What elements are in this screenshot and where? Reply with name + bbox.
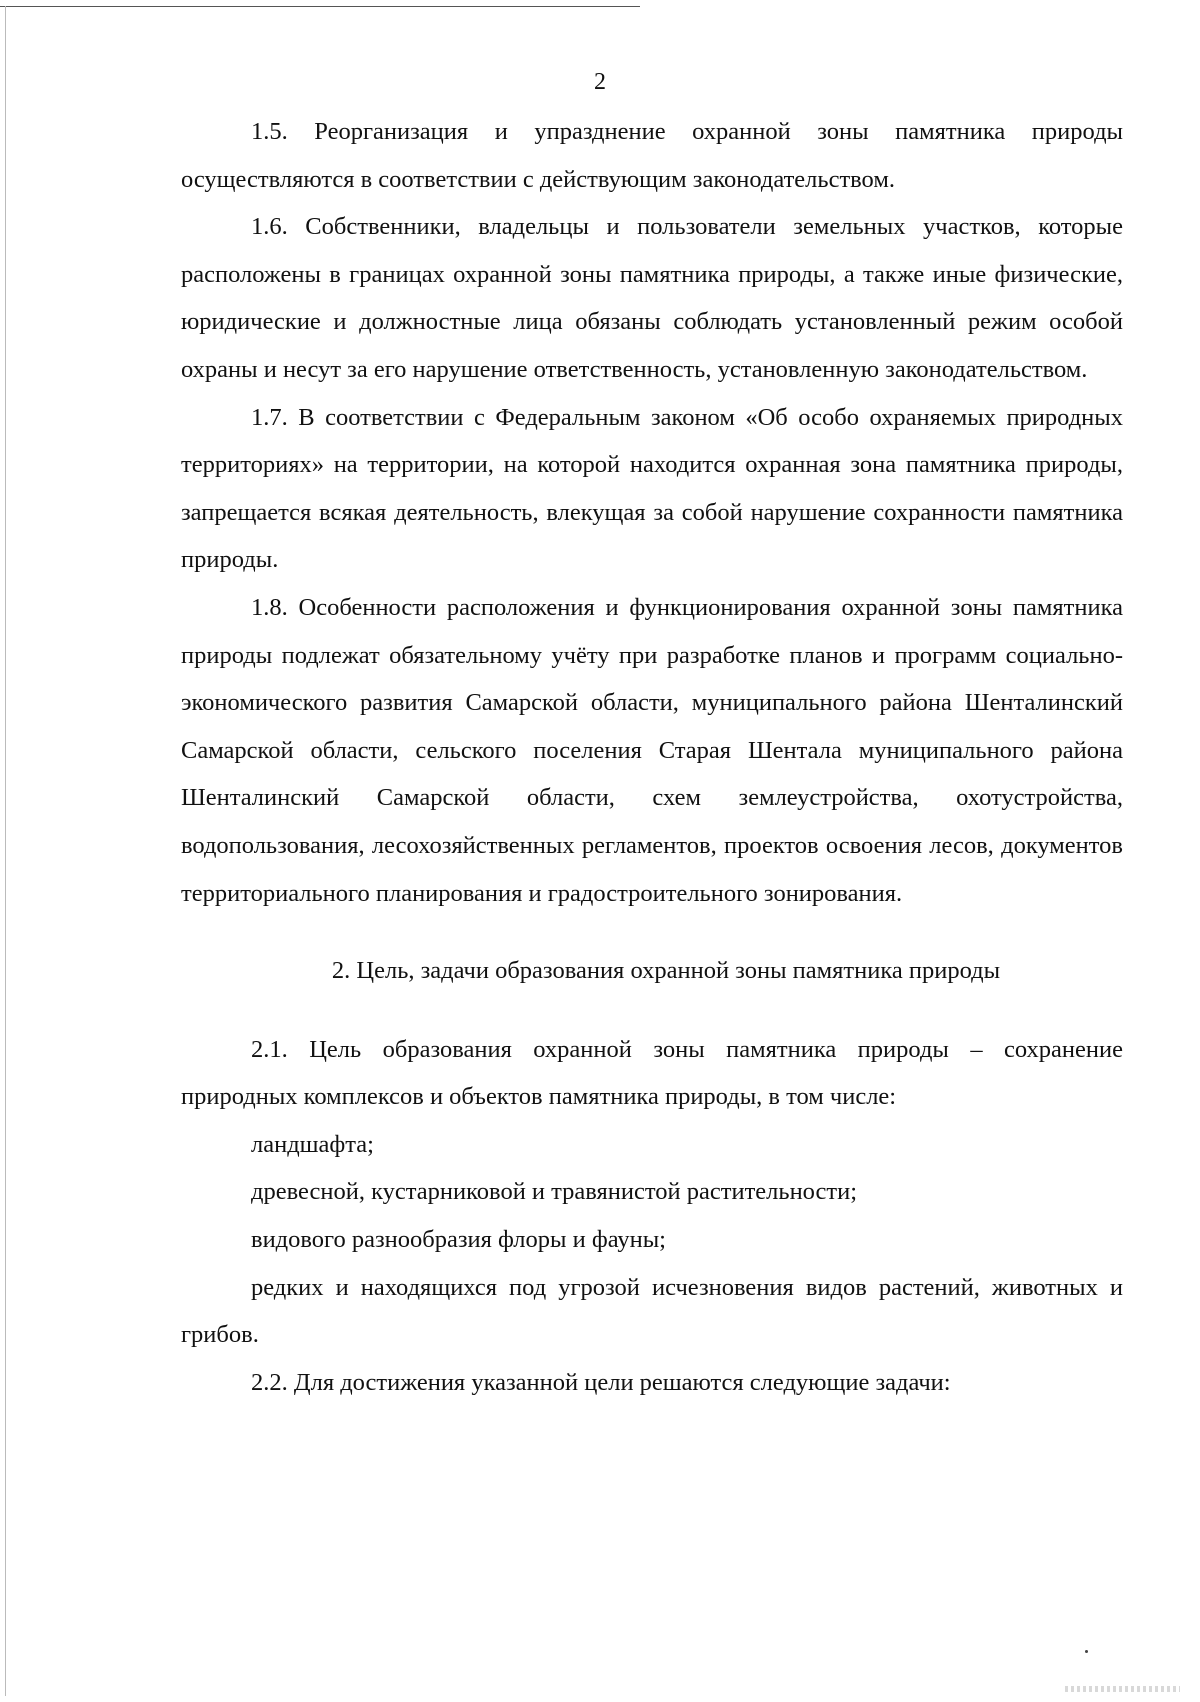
- paragraph-2-1: 2.1. Цель образования охранной зоны памятника природы – сохранение природных комплексов и объектов памятника природы, в том числе:: [181, 1035, 1123, 1111]
- paragraph-1-7: 1.7. В соответствии с Федеральным законом «Об особо охраняемых природных территориях» на территории, на которой находится охранная зона памятника природы, запрещается всякая деятельность, влекущая за собой нарушение сохранности памятника природы.: [181, 403, 1123, 574]
- page-number: 2: [594, 69, 606, 95]
- scan-edge-top: [0, 6, 640, 7]
- scan-noise: [1065, 1686, 1180, 1692]
- list-item: древесной, кустарниковой и травянистой растительности;: [251, 1178, 858, 1206]
- section-heading: 2. Цель, задачи образования охранной зоны памятника природы: [331, 957, 1001, 985]
- paragraph-1-6: 1.6. Собственники, владельцы и пользователи земельных участков, которые расположены в границах охранной зоны памятника природы, а также иные физические, юридические и должностные лица обязаны соблюдать установленный режим особой охраны и несут за его нарушение ответственность, установленную законодательством.: [181, 213, 1123, 383]
- paragraph-1-8: 1.8. Особенности расположения и функционирования охранной зоны памятника природы подлежат обязательному учёту при разработке планов и программ социально-экономического развития Самарской области, муниципального района Шенталинский Самарской области, сельского поселения Старая Шентала муниципального района Шенталинский Самарской области, схем землеустройства, охотустройства, водопользования, лесохозяйственных регламентов, проектов освоения лесов, документов территориального планирования и градостроительного зонирования.: [181, 593, 1123, 907]
- paragraph-2-2: 2.2. Для достижения указанной цели решаются следующие задачи:: [251, 1368, 951, 1396]
- document-body: [181, 108, 1123, 1406]
- list-item: видового разнообразия флоры и фауны;: [251, 1226, 666, 1254]
- scan-speck: [1085, 1650, 1088, 1653]
- scan-edge-left: [5, 6, 6, 1696]
- list-item: ландшафта;: [251, 1130, 374, 1158]
- list-item-last: редких и находящихся под угрозой исчезновения видов растений, животных и грибов.: [181, 1273, 1123, 1349]
- paragraph-1-5: 1.5. Реорганизация и упразднение охранной зоны памятника природы осуществляются в соответствии с действующим законодательством.: [181, 118, 1123, 193]
